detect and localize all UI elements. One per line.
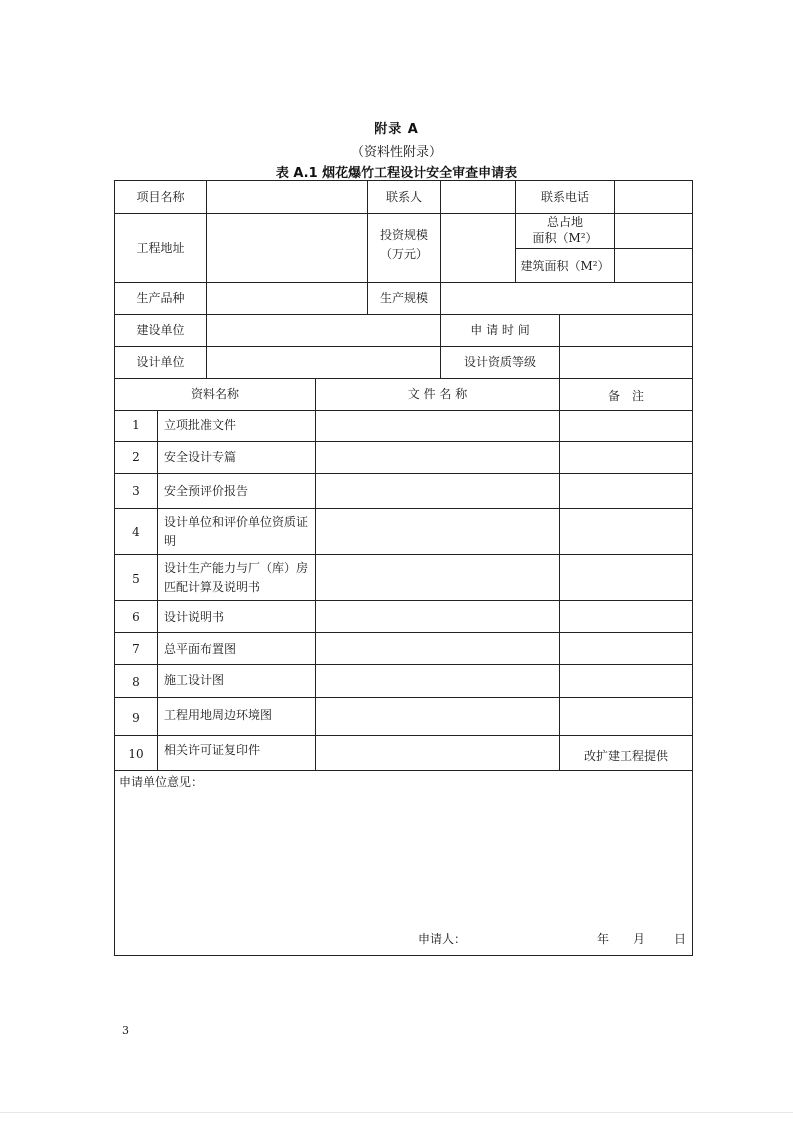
apply-time-label: 申 请 时 间 <box>470 323 530 337</box>
row-name: 施工设计图 <box>164 673 225 687</box>
row-name: 安全设计专篇 <box>164 450 237 464</box>
contact-phone-label: 联系电话 <box>540 190 589 204</box>
file-name-header: 文 件 名 称 <box>407 387 468 401</box>
row-name: 总平面布置图 <box>164 642 237 656</box>
building-area-label: 建筑面积（M²） <box>520 259 610 273</box>
design-qualification-label: 设计资质等级 <box>463 355 536 369</box>
row-name: 设计单位和评价单位资质证明 <box>164 515 309 548</box>
production-scale-label: 生产规模 <box>379 291 428 305</box>
row-number: 3 <box>132 484 140 498</box>
table-title: 表 A.1 烟花爆竹工程设计安全审查申请表 <box>275 166 518 181</box>
row-number: 10 <box>128 747 144 761</box>
date-day-label: 日 <box>674 932 687 946</box>
date-month-label: 月 <box>633 932 646 946</box>
remark-header: 备 注 <box>607 389 644 403</box>
row-remark: 改扩建工程提供 <box>583 749 668 763</box>
row-number: 1 <box>132 418 140 432</box>
construction-unit-label: 建设单位 <box>136 323 185 337</box>
row-number: 6 <box>132 610 140 624</box>
row-number: 9 <box>132 711 140 725</box>
total-area-label-2: 面积（M²） <box>532 231 598 245</box>
design-unit-label: 设计单位 <box>136 355 185 369</box>
row-name: 设计说明书 <box>164 610 225 624</box>
date-year-label: 年 <box>597 932 610 946</box>
page-number: 3 <box>122 1024 129 1037</box>
row-number: 7 <box>132 642 140 656</box>
row-name: 立项批准文件 <box>164 418 237 432</box>
appendix-heading: 附录 A <box>374 122 419 137</box>
row-name: 设计生产能力与厂（库）房匹配计算及说明书 <box>164 561 309 594</box>
material-name-header: 资料名称 <box>190 387 239 401</box>
row-name: 安全预评价报告 <box>164 484 249 498</box>
row-number: 5 <box>132 572 140 586</box>
applicant-signature-label: 申请人： <box>418 932 467 946</box>
appendix-note: （资料性附录） <box>350 145 442 160</box>
project-name-label: 项目名称 <box>136 190 185 204</box>
applicant-opinion-label: 申请单位意见： <box>119 775 204 789</box>
scan-edge-line <box>0 1112 793 1113</box>
row-number: 2 <box>132 450 140 464</box>
total-area-label-1: 总占地 <box>546 215 583 229</box>
project-address-label: 工程地址 <box>136 241 185 255</box>
row-name: 工程用地周边环境图 <box>164 708 273 722</box>
investment-unit-label: （万元） <box>379 247 428 261</box>
investment-scale-label: 投资规模 <box>379 228 428 242</box>
row-name: 相关许可证复印件 <box>164 743 261 757</box>
product-variety-label: 生产品种 <box>136 291 185 305</box>
row-number: 4 <box>132 525 140 539</box>
row-number: 8 <box>132 675 140 689</box>
contact-person-label: 联系人 <box>385 190 422 204</box>
